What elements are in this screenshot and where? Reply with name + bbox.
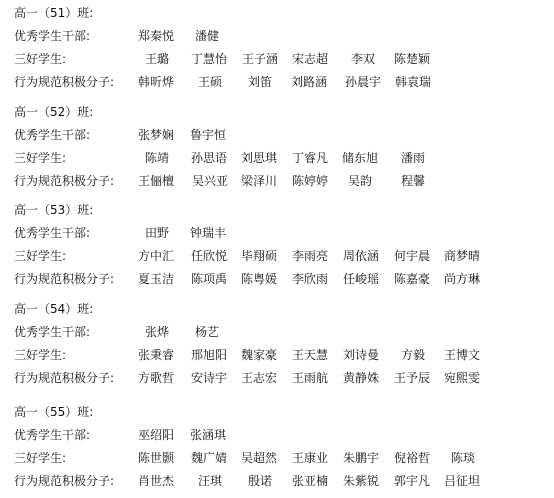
student-name: 李雨亮 bbox=[292, 249, 329, 263]
student-name: 方毅 bbox=[401, 348, 426, 362]
merit-row bbox=[14, 48, 544, 71]
student-name: 王子涵 bbox=[242, 52, 279, 66]
student-name: 张秉睿 bbox=[138, 348, 175, 362]
cadre-row bbox=[14, 25, 544, 48]
cadre-label: 优秀学生干部: bbox=[14, 29, 91, 43]
student-name: 杨艺 bbox=[195, 325, 220, 339]
conduct-row bbox=[14, 71, 544, 94]
student-name: 韩袁瑞 bbox=[395, 75, 432, 89]
class-header: 高一（52）班: bbox=[14, 105, 94, 119]
conduct-label: 行为规范积极分子: bbox=[14, 371, 115, 385]
student-name: 黄静姝 bbox=[343, 371, 380, 385]
cadre-row bbox=[14, 124, 544, 147]
student-name: 商梦晴 bbox=[444, 249, 481, 263]
merit-row bbox=[14, 147, 544, 170]
student-name: 潘雨 bbox=[401, 151, 426, 165]
student-name: 张烨 bbox=[145, 325, 170, 339]
student-name: 王硕 bbox=[198, 75, 223, 89]
student-name: 王博文 bbox=[444, 348, 481, 362]
student-name: 吴韵 bbox=[348, 174, 373, 188]
cadre-row bbox=[14, 424, 544, 447]
student-name: 何宇晨 bbox=[394, 249, 431, 263]
student-name: 刘路涵 bbox=[291, 75, 328, 89]
student-name: 刘诗曼 bbox=[343, 348, 380, 362]
student-name: 王雨航 bbox=[292, 371, 329, 385]
student-name: 潘健 bbox=[195, 29, 220, 43]
student-name: 毕翔硕 bbox=[241, 249, 278, 263]
class-header: 高一（53）班: bbox=[14, 203, 94, 217]
student-name: 王天慧 bbox=[292, 348, 329, 362]
class-header: 高一（51）班: bbox=[14, 6, 94, 20]
student-name: 程馨 bbox=[401, 174, 426, 188]
student-name: 吴兴亚 bbox=[192, 174, 229, 188]
student-name: 郭宇凡 bbox=[394, 474, 431, 488]
student-name: 孙思语 bbox=[191, 151, 228, 165]
student-name: 王璐 bbox=[145, 52, 170, 66]
student-name: 陈世颢 bbox=[138, 451, 175, 465]
merit-label: 三好学生: bbox=[14, 348, 67, 362]
student-name: 殷诺 bbox=[248, 474, 273, 488]
cadre-label: 优秀学生干部: bbox=[14, 325, 91, 339]
student-name: 韩昕烨 bbox=[138, 75, 175, 89]
student-name: 鲁宇恒 bbox=[190, 128, 227, 142]
student-name: 汪琪 bbox=[198, 474, 223, 488]
student-name: 储东旭 bbox=[342, 151, 379, 165]
student-name: 周依涵 bbox=[343, 249, 380, 263]
student-name: 方歌哲 bbox=[138, 371, 175, 385]
student-name: 朱鹏宇 bbox=[343, 451, 380, 465]
student-name: 魏广婧 bbox=[191, 451, 228, 465]
student-name: 任峻瑶 bbox=[343, 272, 380, 286]
student-name: 方中汇 bbox=[138, 249, 175, 263]
conduct-label: 行为规范积极分子: bbox=[14, 75, 115, 89]
conduct-row bbox=[14, 470, 544, 493]
student-name: 陈嘉豪 bbox=[394, 272, 431, 286]
student-name: 刘笛 bbox=[248, 75, 273, 89]
student-name: 朱紫锐 bbox=[343, 474, 380, 488]
student-name: 钟瑞丰 bbox=[190, 226, 227, 240]
student-name: 孙晨宇 bbox=[345, 75, 382, 89]
student-name: 陈楚颖 bbox=[394, 52, 431, 66]
student-name: 安诗宇 bbox=[191, 371, 228, 385]
conduct-row bbox=[14, 367, 544, 390]
student-name: 丁慧怡 bbox=[191, 52, 228, 66]
student-name: 李欣雨 bbox=[292, 272, 329, 286]
conduct-row bbox=[14, 170, 544, 193]
class-block-55 bbox=[14, 401, 544, 493]
student-name: 邢旭阳 bbox=[191, 348, 228, 362]
student-name: 王志宏 bbox=[241, 371, 278, 385]
merit-row bbox=[14, 245, 544, 268]
class-block-51 bbox=[14, 2, 544, 94]
student-name: 丁睿凡 bbox=[292, 151, 329, 165]
student-name: 夏玉洁 bbox=[138, 272, 175, 286]
merit-row bbox=[14, 447, 544, 470]
merit-row bbox=[14, 344, 544, 367]
merit-label: 三好学生: bbox=[14, 52, 67, 66]
student-name: 王俪檀 bbox=[138, 174, 175, 188]
student-name: 陈粤媛 bbox=[241, 272, 278, 286]
merit-label: 三好学生: bbox=[14, 249, 67, 263]
student-name: 梁泽川 bbox=[241, 174, 278, 188]
class-header-row bbox=[14, 401, 544, 424]
student-name: 李双 bbox=[351, 52, 376, 66]
student-name: 王予辰 bbox=[394, 371, 431, 385]
class-header-row bbox=[14, 2, 544, 25]
student-name: 陈琰 bbox=[451, 451, 476, 465]
student-name: 陈靖 bbox=[145, 151, 170, 165]
student-name: 肖世杰 bbox=[138, 474, 175, 488]
conduct-label: 行为规范积极分子: bbox=[14, 474, 115, 488]
student-name: 张涵琪 bbox=[190, 428, 227, 442]
merit-label: 三好学生: bbox=[14, 151, 67, 165]
class-header-row bbox=[14, 298, 544, 321]
conduct-label: 行为规范积极分子: bbox=[14, 272, 115, 286]
student-name: 王康业 bbox=[292, 451, 329, 465]
student-name: 宛熙雯 bbox=[444, 371, 481, 385]
cadre-row bbox=[14, 222, 544, 245]
cadre-label: 优秀学生干部: bbox=[14, 428, 91, 442]
conduct-row bbox=[14, 268, 544, 291]
class-header-row bbox=[14, 199, 544, 222]
student-name: 田野 bbox=[145, 226, 170, 240]
student-name: 郑秦悦 bbox=[138, 29, 175, 43]
student-name: 巫绍阳 bbox=[138, 428, 175, 442]
class-header: 高一（55）班: bbox=[14, 405, 94, 419]
class-block-52 bbox=[14, 101, 544, 193]
student-name: 任欣悦 bbox=[191, 249, 228, 263]
merit-label: 三好学生: bbox=[14, 451, 67, 465]
cadre-row bbox=[14, 321, 544, 344]
student-name: 倪裕哲 bbox=[394, 451, 431, 465]
student-name: 张梦娴 bbox=[138, 128, 175, 142]
student-name: 刘思琪 bbox=[241, 151, 278, 165]
conduct-label: 行为规范积极分子: bbox=[14, 174, 115, 188]
class-header: 高一（54）班: bbox=[14, 302, 94, 316]
student-name: 吴超然 bbox=[241, 451, 278, 465]
student-name: 陈项禹 bbox=[191, 272, 228, 286]
class-header-row bbox=[14, 101, 544, 124]
class-block-54 bbox=[14, 298, 544, 390]
student-name: 魏家豪 bbox=[241, 348, 278, 362]
cadre-label: 优秀学生干部: bbox=[14, 226, 91, 240]
student-name: 陈婷婷 bbox=[292, 174, 329, 188]
class-block-53 bbox=[14, 199, 544, 291]
student-name: 吕征坦 bbox=[444, 474, 481, 488]
cadre-label: 优秀学生干部: bbox=[14, 128, 91, 142]
student-name: 尚方琳 bbox=[444, 272, 481, 286]
student-name: 宋志超 bbox=[292, 52, 329, 66]
student-name: 张亚楠 bbox=[292, 474, 329, 488]
